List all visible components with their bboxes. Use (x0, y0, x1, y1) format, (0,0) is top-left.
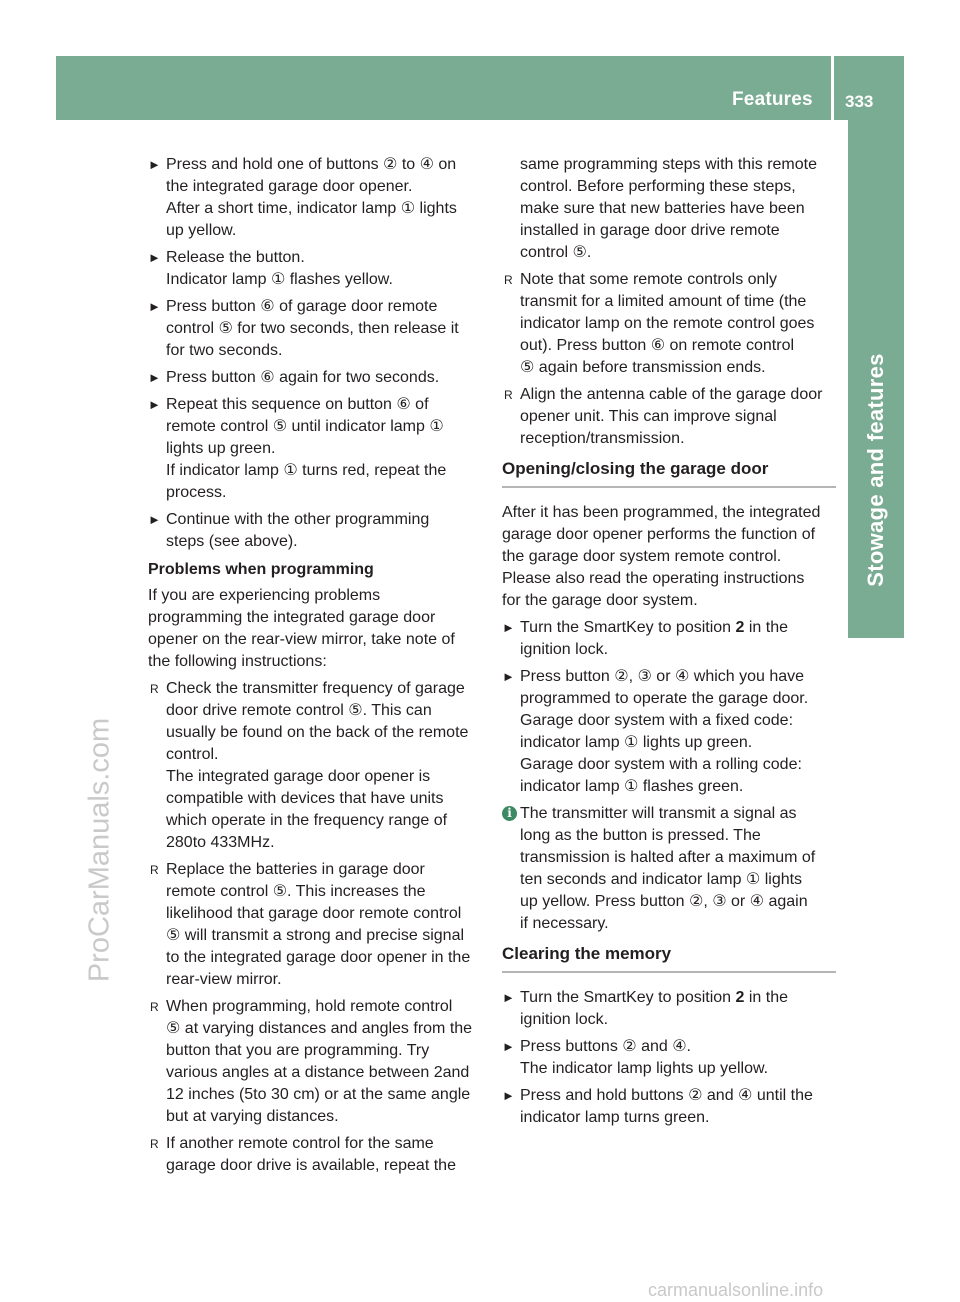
step-text: in the (744, 619, 789, 636)
bullet-text-line: Replace the batteries in garage door (166, 861, 425, 878)
step-arrow-icon: ► (502, 669, 515, 684)
chapter-tab-label: Stowage and features (863, 353, 888, 587)
info-text-line: long as the button is pressed. The (520, 827, 761, 844)
bullet-text-line: Note that some remote controls only (520, 271, 778, 288)
bullet-text-line: ⑤ will transmit a strong and precise signal (166, 927, 465, 944)
info-text-line: transmission is halted after a maximum of (520, 849, 816, 866)
step-arrow-icon: ► (148, 157, 161, 172)
bullet-text-line: 280to 433MHz. (166, 834, 275, 851)
bullet-icon: R (150, 1000, 159, 1014)
para-line: for the garage door system. (502, 592, 698, 609)
step-item (148, 296, 484, 362)
step-text-line: programmed to operate the garage door. (520, 690, 809, 707)
right-column (502, 154, 836, 1134)
para-line: After it has been programmed, the integrated (502, 504, 821, 521)
step-item (502, 666, 836, 798)
bullet-item (502, 384, 836, 450)
step-arrow-icon: ► (502, 990, 515, 1005)
step-text-line: Press button ②, ③ or ④ which you have (520, 668, 805, 685)
bullet-text-line: control. Before performing these steps, (520, 178, 796, 195)
bullet-text-line: indicator lamp on the remote control goes (520, 315, 815, 332)
step-text-line: indicator lamp ① lights up green. (520, 734, 753, 751)
step-text-line: up yellow. (166, 222, 237, 239)
info-icon: i (502, 806, 517, 821)
header-divider (831, 56, 834, 120)
bullet-text-line: garage door drive is available, repeat the (166, 1157, 456, 1174)
step-text: Turn the SmartKey to position (520, 989, 736, 1006)
bullet-text-line: Check the transmitter frequency of garage (166, 680, 465, 697)
step-arrow-icon: ► (502, 620, 515, 635)
step-text-line (520, 987, 836, 1009)
step-arrow-icon: ► (502, 1088, 515, 1103)
bullet-text-line: control. (166, 746, 219, 763)
bullet-icon: R (150, 863, 159, 877)
section-heading-clearing: Clearing the memory (502, 943, 836, 973)
step-text-line: steps (see above). (166, 533, 298, 550)
bullet-icon: R (504, 388, 513, 402)
step-item (148, 394, 484, 504)
bullet-text-line: to the integrated garage door opener in the (166, 949, 471, 966)
step-item (502, 987, 836, 1031)
bullet-text-line: 12 inches (5to 30 cm) or at the same angle (166, 1086, 471, 1103)
step-text: in the (744, 989, 789, 1006)
bullet-text-line: reception/transmission. (520, 430, 685, 447)
left-column (148, 154, 484, 1182)
bullet-item (148, 678, 484, 854)
step-text: Turn the SmartKey to position (520, 619, 736, 636)
para-line: Please also read the operating instructions (502, 570, 805, 587)
para-line: garage door opener performs the function of (502, 526, 816, 543)
step-text-line: control ⑤ for two seconds, then release it (166, 320, 459, 337)
step-text-line: Press button ⑥ again for two seconds. (166, 369, 440, 386)
step-item (148, 509, 484, 553)
para-line: programming the integrated garage door (148, 609, 436, 626)
step-text-line: After a short time, indicator lamp ① lights (166, 200, 457, 217)
step-arrow-icon: ► (148, 250, 161, 265)
watermark-left: ProCarManuals.com (83, 717, 116, 983)
bullet-text-line: transmit for a limited amount of time (the (520, 293, 807, 310)
bullet-item (148, 996, 484, 1128)
step-text-line: ignition lock. (520, 1011, 609, 1028)
bullet-item (148, 1133, 484, 1177)
bullet-text-line: rear-view mirror. (166, 971, 282, 988)
step-text-line: Press button ⑥ of garage door remote (166, 298, 438, 315)
problems-intro (148, 585, 484, 673)
bullet-item (502, 269, 836, 379)
page-section-title: Features (732, 89, 813, 110)
bullet-text-line: control ⑤. (520, 244, 592, 261)
step-text-line: for two seconds. (166, 342, 283, 359)
step-text-line: Release the button. (166, 249, 305, 266)
step-text-line: process. (166, 484, 227, 501)
step-text-line: Press and hold buttons ② and ④ until the (520, 1087, 813, 1104)
bullet-text-line: remote control ⑤. This increases the (166, 883, 426, 900)
bullet-text-line: Align the antenna cable of the garage door (520, 386, 823, 403)
bullet-icon: R (504, 273, 513, 287)
page-number: 333 (845, 92, 874, 111)
step-text-line: remote control ⑤ until indicator lamp ① (166, 418, 444, 435)
step-text-line: Garage door system with a fixed code: (520, 712, 794, 729)
bullet-text-line: installed in garage door drive remote (520, 222, 780, 239)
bullet-text-line: likelihood that garage door remote control (166, 905, 462, 922)
bullet-text-line: ⑤ again before transmission ends. (520, 359, 766, 376)
bullet-text-line: out). Press button ⑥ on remote control (520, 337, 795, 354)
watermark-bottom: carmanualsonline.info (648, 1280, 824, 1300)
step-arrow-icon: ► (148, 299, 161, 314)
step-item (502, 1085, 836, 1129)
step-text-line: the integrated garage door opener. (166, 178, 413, 195)
step-text-line: Indicator lamp ① flashes yellow. (166, 271, 393, 288)
step-item (502, 1036, 836, 1080)
bullet-text-line: When programming, hold remote control (166, 998, 453, 1015)
info-text-line: if necessary. (520, 915, 609, 932)
position-number: 2 (735, 989, 745, 1006)
step-text-line: If indicator lamp ① turns red, repeat the (166, 462, 447, 479)
step-item (148, 154, 484, 242)
step-text-line: Press buttons ② and ④. (520, 1038, 691, 1055)
position-number: 2 (735, 619, 745, 636)
step-text-line: Repeat this sequence on button ⑥ of (166, 396, 429, 413)
bullet-continuation (502, 154, 836, 264)
bullet-text-line: button that you are programming. Try (166, 1042, 430, 1059)
step-text-line: indicator lamp ① flashes green. (520, 778, 744, 795)
para-line: opener on the rear-view mirror, take note of (148, 631, 455, 648)
bullet-text-line: compatible with devices that have units (166, 790, 444, 807)
para-line: If you are experiencing problems (148, 587, 381, 604)
step-text-line (520, 617, 836, 639)
step-arrow-icon: ► (148, 397, 161, 412)
bullet-text-line: but at varying distances. (166, 1108, 339, 1125)
bullet-icon: R (150, 1137, 159, 1151)
step-arrow-icon: ► (148, 512, 161, 527)
info-note (502, 803, 836, 935)
step-item (502, 617, 836, 661)
step-arrow-icon: ► (502, 1039, 515, 1054)
step-item (148, 367, 484, 389)
para-line: the following instructions: (148, 653, 327, 670)
problems-heading: Problems when programming (148, 561, 374, 578)
info-text-line: The transmitter will transmit a signal as (520, 805, 797, 822)
step-text-line: Garage door system with a rolling code: (520, 756, 802, 773)
bullet-item (148, 859, 484, 991)
bullet-text-line: make sure that new batteries have been (520, 200, 805, 217)
step-text-line: indicator lamp turns green. (520, 1109, 710, 1126)
opening-intro (502, 502, 836, 612)
info-text-line: up yellow. Press button ②, ③ or ④ again (520, 893, 808, 910)
bullet-text-line: The integrated garage door opener is (166, 768, 431, 785)
step-item (148, 247, 484, 291)
bullet-text-line: which operate in the frequency range of (166, 812, 448, 829)
step-text-line: lights up green. (166, 440, 276, 457)
bullet-text-line: same programming steps with this remote (520, 156, 817, 173)
step-text-line: Continue with the other programming (166, 511, 430, 528)
bullet-icon: R (150, 682, 159, 696)
chapter-tab-marker (848, 596, 904, 638)
step-text-line: ignition lock. (520, 641, 609, 658)
bullet-text-line: ⑤ at varying distances and angles from the (166, 1020, 473, 1037)
bullet-text-line: If another remote control for the same (166, 1135, 434, 1152)
para-line: the garage door system remote control. (502, 548, 782, 565)
step-text-line: The indicator lamp lights up yellow. (520, 1060, 769, 1077)
bullet-text-line: usually be found on the back of the remote (166, 724, 469, 741)
section-heading-opening: Opening/closing the garage door (502, 458, 836, 488)
info-text-line: ten seconds and indicator lamp ① lights (520, 871, 803, 888)
bullet-text-line: opener unit. This can improve signal (520, 408, 777, 425)
step-arrow-icon: ► (148, 370, 161, 385)
bullet-text-line: door drive remote control ⑤. This can (166, 702, 432, 719)
step-text-line: Press and hold one of buttons ② to ④ on (166, 156, 457, 173)
bullet-text-line: various angles at a distance between 2and (166, 1064, 470, 1081)
